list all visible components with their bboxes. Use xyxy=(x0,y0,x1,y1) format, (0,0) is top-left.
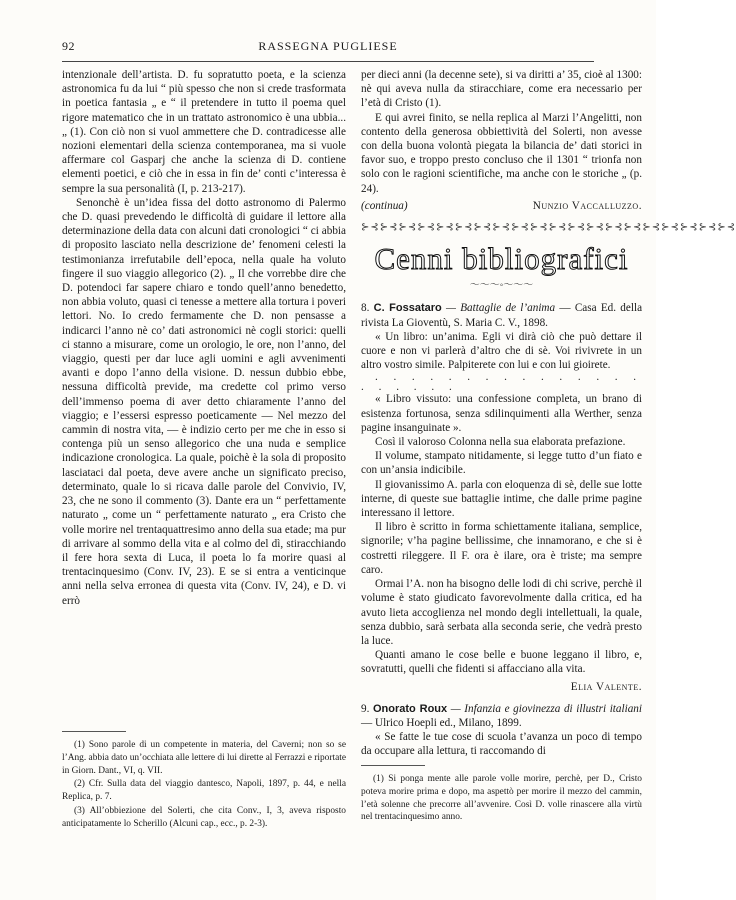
footnote: (2) Cfr. Sulla data del viaggio dantesco, Napoli, 1897, p. 44, e nella Replica, p. 7. xyxy=(62,779,346,803)
entry-number: 8. xyxy=(361,302,370,315)
paragraph: « Se fatte le tue cose di scuola t’avanza un poco di tempo da occupare alla lettura, ti raccomando di xyxy=(361,731,642,758)
right-footnotes xyxy=(361,773,642,825)
entry-author: Onorato Roux xyxy=(373,702,448,715)
footnote: (1) Sono parole di un competente in materia, del Caverni; non so se l’Ang. abbia dato un’occhiata alle lettere di lui dirette al Ferrazzi e riportate in Giorn. Dant., VI, q. VII. xyxy=(62,740,346,776)
entry-publisher: — Ulrico Hoepli ed., Milano, 1899. xyxy=(361,716,522,729)
paragraph: Il volume, stampato nitidamente, si legge tutto d’un fiato e con un’ansia indicibile. xyxy=(361,450,642,477)
paragraph: Così il valoroso Colonna nella sua elaborata prefazione. xyxy=(375,436,626,449)
paragraph: Senonchè è un’idea fissa del dotto astronomo di Palermo che D. quasi prevedendo le difficoltà di guidare il lettore alla determinazione della data con alcuni dati cronologici “ ci abbia di proposito lasciato nella descrizione de’ fenomeni celesti la testimonianza irrefutabile dell’epoca, nella quale ha voluto fingere il suo viaggio allegorico (2). „ Il che vorrebbe dire che D. potendoci far sapere chiaro e tondo quell’anno benedetto, non abbia voluto, quasi ci tenesse a mettere alla tortura i poveri lettori. No. Io credo fermamente che D. non pensasse a indicarci l’anno nè co’ dati astronomici nè cogli storici: quelli ci stanno a misurare, come un orologio, le ore, non l’anno, del viaggio, questi per dar luce agli uomini e agli avvenimenti avanti e dopo l’anno della visione. D. nessun dubbio ebbe, nessuna difficoltà previde, ma credette col primo verso dell’immenso poema di aver detto chiaramente l’anno del viaggio; e l’essersi espresso poeticamente — Nel mezzo del cammin di nostra vita, — è indizio certo per me che in esso si contenga più un senso allegorico che una nuda e semplice indicazione cronologica. La quale, poichè è la sola di proposito lasciataci dal poeta, deve avere anche un significato preciso, determinato, quale lo si ricava dalle parole del Convivio, IV, 23, che ne sono il commento (3). Dante era un “ perfettamente naturato „ come un “ perfettamente naturato „ era Cristo che volle morire nel trentaquattresimo anno della sua etade; ma pur di arrivare al sommo della vita e al colmo del dì, stiracchiando il fere hora sexta di Luca, il poeta lo fa morire quasi al trentacinquesimo (Conv. IV, 23). E se si entra a venticinque anni nella selva erronea di questa vita (Conv. IV, 24), e D. vi errò xyxy=(62,196,346,607)
paragraph: Il libro è scritto in forma schiettamente italiana, semplice, signorile; v’ha pagine bellissime, che innamorano, e che si è costretti rileggere. Il F. ora è ilare, ora è triste; ma sempre caro. xyxy=(361,521,642,576)
swash-divider: 〜〜〜◦〜〜〜 xyxy=(469,280,534,292)
paragraph: Ormai l’A. non ha bisogno delle lodi di chi scrive, perchè il volume è stato giudicato favorevolmente dalla critica, ed ha avuto lieta accoglienza nel mondo degli intellettuali, la quale, senza dubbio, sarà serbata alla seconda serie, che vedrà presto la luce. xyxy=(361,578,642,647)
entry-number: 9. xyxy=(361,702,370,715)
running-header xyxy=(62,39,594,57)
paragraph: intenzionale dell’artista. D. fu sopratutto poeta, e la scienza astronomica fu da lui “ più spesso che non si crede trasformata in poetica fantasia „ e “ il pretendere in tutto il poema quel rigore matematico che in un trattato astronomico è una ubbia... „ (1). Con ciò non si vuol ammettere che D. contradicesse alle nozioni elementari della scienza contemporanea, ma si vuole affermare col Gasparj che anche la scienza di D. contiene elementi poetici, e ciò che in essa in fin de’ conti c’interessa è sempre la sua personalità (I, p. 213-217). xyxy=(62,69,346,195)
header-rule xyxy=(62,61,594,62)
right-column xyxy=(361,68,736,759)
paragraph: E qui avrei finito, se nella replica al Marzi l’Angelitti, non contento della generosa obbiettività del Solerti, non avesse con della buona volontà piegata la bilancia de’ dati storici in favor suo, e troppo presto concluso che il 1301 “ trionfa non solo con le ragioni scientifiche, ma anche con le storiche „ (p. 24). xyxy=(361,111,642,195)
footnote: (1) Si ponga mente alle parole volle morire, perchè, per D., Cristo poteva morire prima e dopo, ma aspettò per morire il mezzo del cammin, l’età solenne che precorre all’avvenire. Così D. volle rinascere alla virtù nel trentacinquesimo anno. xyxy=(361,774,642,823)
left-column xyxy=(62,68,346,608)
ellipsis-row: . . . . . . . . . . . . . . . . . . . . . xyxy=(361,371,642,394)
journal-title: RASSEGNA PUGLIESE xyxy=(258,39,398,53)
entry-title: — Battaglie de l’anima xyxy=(446,302,556,315)
entry-heading xyxy=(361,702,642,730)
author-signature: Nunzio Vaccalluzzo. xyxy=(532,199,642,212)
page-number: 92 xyxy=(62,39,75,53)
review-signature: Elia Valente. xyxy=(570,680,642,693)
paragraph: « Un libro: un’anima. Egli vi dirà ciò che può dettare il cuore e non vi parlerà d’altro che di sè. Voi rivivrete in un altro vostro simile. Palpiterete con lui e con lui gioirete. xyxy=(361,330,642,372)
footnote-rule xyxy=(361,765,425,766)
continua-note: (continua) xyxy=(361,199,408,212)
footnote: (3) All’obbiezione del Solerti, che cita Conv., I, 3, aveva risposto anticipatamente lo Scherillo (Alcuni cap., ecc., p. 2-3). xyxy=(62,805,346,829)
review-entry xyxy=(361,702,642,759)
paragraph: per dieci anni (la decenne sete), si va diritti a’ 35, cioè al 1300: nè qui aveva nulla da stiracchiare, come era necessario per l’età di Cristo (1). xyxy=(361,69,642,110)
paragraph: Quanti amano le cose belle e buone leggano il libro, e, sovratutti, quelli che fidenti si affacciano alla vita. xyxy=(361,649,642,676)
entry-author: C. Fossataro xyxy=(373,302,442,315)
footnote-rule xyxy=(62,731,126,732)
article-end xyxy=(361,199,642,213)
entry-title: — Infanzia e giovinezza di illustri italiani xyxy=(450,702,643,715)
paragraph: « Libro vissuto: una confessione completa, un brano di esistenza fortunosa, senza sdilinquimenti alla Werther, senza pagine insanguinate ». xyxy=(361,393,642,434)
review-entry xyxy=(361,301,642,693)
entry-heading xyxy=(361,301,642,329)
paragraph: Il giovanissimo A. parla con eloquenza di sè, delle sue lotte interne, di queste sue battaglie intime, che dalle prime pagine interessano il lettore. xyxy=(361,478,642,520)
section-title: Cenni bibliografici xyxy=(374,241,629,277)
entry-publisher: — Casa Ed. della rivista La Gioventù, S. Maria C. V., 1898. xyxy=(361,302,643,329)
ornamental-divider: ⊱⊰⊱⊰⊱⊰⊱⊰⊱⊰⊱⊰⊱⊰⊱⊰⊱⊰⊱⊰⊱⊰⊱⊰⊱⊰⊱⊰⊱⊰⊱⊰⊱⊰⊱⊰⊱⊰⊱⊰ xyxy=(361,222,736,234)
left-footnotes xyxy=(62,739,346,832)
